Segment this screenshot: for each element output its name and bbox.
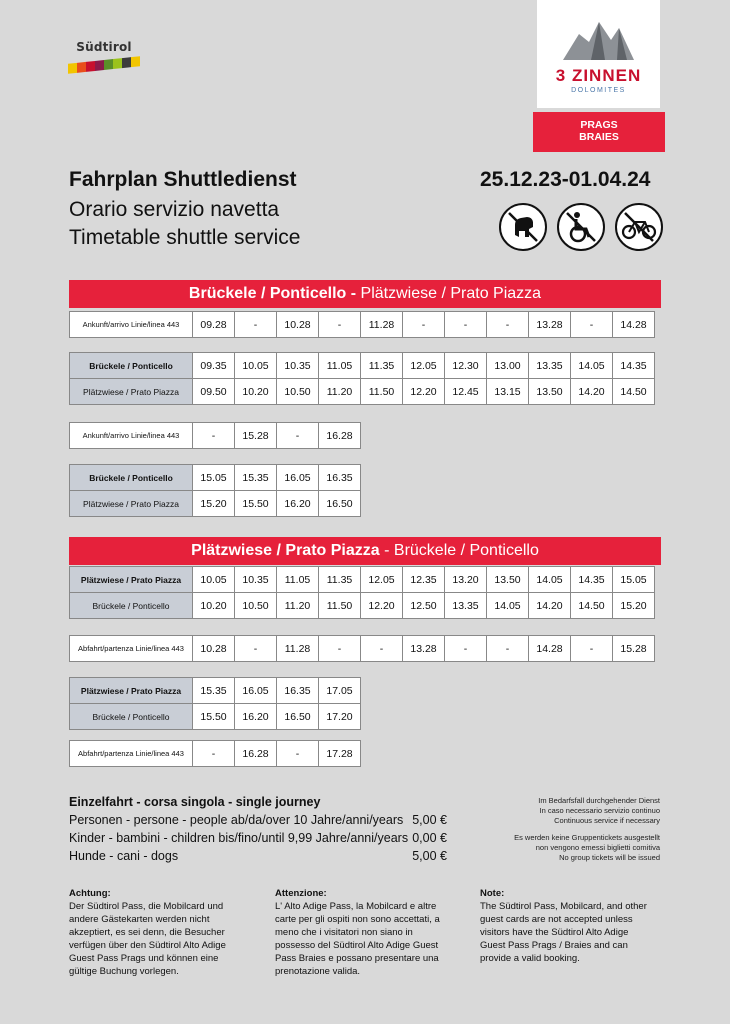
time-cell: 14.50 [613,379,655,405]
row-label: Ankunft/arrivo Linie/linea 443 [70,423,193,449]
time-cell: 11.05 [277,567,319,593]
title-english: Timetable shuttle service [69,226,301,249]
region-line1: PRAGS [580,119,618,131]
fare-price: 5,00 € [412,849,447,863]
fares-title: Einzelfahrt - corsa singola - single journey [69,795,321,809]
row-label: Abfahrt/partenza Linie/linea 443 [70,636,193,662]
time-cell: 16.50 [319,491,361,517]
time-cell: 14.05 [571,353,613,379]
section-header-return [69,537,661,565]
time-cell: - [487,312,529,338]
time-cell: 10.50 [235,593,277,619]
table-row [70,491,361,517]
row-label: Ankunft/arrivo Linie/linea 443 [70,312,193,338]
time-cell: 14.35 [613,353,655,379]
time-cell: - [571,636,613,662]
time-cell: 14.05 [529,567,571,593]
time-cell: 09.35 [193,353,235,379]
row-label: Abfahrt/partenza Linie/linea 443 [70,741,193,767]
continuous-service-note [468,796,660,826]
time-cell: 15.35 [193,678,235,704]
row-label: Brückele / Ponticello [70,353,193,379]
table-row [70,704,361,730]
time-cell: 10.20 [235,379,277,405]
time-cell: 13.28 [529,312,571,338]
time-cell: 13.15 [487,379,529,405]
time-cell: - [445,636,487,662]
time-cell: 10.35 [277,353,319,379]
time-cell: 16.28 [235,741,277,767]
time-cell: 10.28 [193,636,235,662]
time-cell: 16.05 [235,678,277,704]
section-header-outbound-bold: Brückele / Ponticello - [188,285,361,302]
note-line: No group tickets will be issued [559,853,660,862]
table-row [70,423,361,449]
time-cell: 15.35 [235,465,277,491]
time-cell: - [319,636,361,662]
time-cell: 15.05 [613,567,655,593]
arrival-line-443-table-afternoon [69,422,361,449]
region-line2: BRAIES [579,131,619,143]
time-cell: 09.28 [193,312,235,338]
row-label: Brückele / Ponticello [70,465,193,491]
fare-price: 5,00 € [412,813,447,827]
time-cell: 11.20 [277,593,319,619]
time-cell: 14.50 [571,593,613,619]
departure-line-443-table-afternoon [69,740,361,767]
table-row [70,593,655,619]
notice-heading: Note: [480,888,505,899]
no-dogs-icon [499,203,547,251]
shuttle-return-table-morning [69,566,655,619]
section-header-outbound [69,280,661,308]
row-label: Plätzwiese / Prato Piazza [70,567,193,593]
badge-name: 3 ZINNEN [555,66,642,85]
time-cell: 11.28 [361,312,403,338]
note-line: Im Bedarfsfall durchgehender Dienst [538,796,660,805]
time-cell: 11.35 [361,353,403,379]
time-cell: - [403,312,445,338]
suedtirol-logo [68,40,140,96]
time-cell: 15.28 [235,423,277,449]
time-cell: 16.35 [277,678,319,704]
time-cell: 11.50 [319,593,361,619]
time-cell: 15.50 [193,704,235,730]
notice-heading: Achtung: [69,888,111,899]
date-range: 25.12.23-01.04.24 [480,168,651,191]
note-line: In caso necessario servizio continuo [539,806,660,815]
time-cell: 16.35 [319,465,361,491]
time-cell: - [571,312,613,338]
section-header-return-bold: Plätzwiese / Prato Piazza [191,542,380,559]
time-cell: 12.05 [403,353,445,379]
notice-german [69,887,244,978]
time-cell: 12.20 [361,593,403,619]
table-row [70,636,655,662]
time-cell: 13.28 [403,636,445,662]
time-cell: 17.05 [319,678,361,704]
group-tickets-note [468,833,660,863]
fare-row-children [69,831,447,845]
notice-heading: Attenzione: [275,888,327,899]
time-cell: 11.20 [319,379,361,405]
time-cell: 12.30 [445,353,487,379]
time-cell: - [235,312,277,338]
shuttle-outbound-table-afternoon [69,464,361,517]
row-label: Brückele / Ponticello [70,704,193,730]
row-label: Plätzwiese / Prato Piazza [70,491,193,517]
time-cell: 14.20 [529,593,571,619]
time-cell: 11.50 [361,379,403,405]
time-cell: - [277,423,319,449]
time-cell: 10.35 [235,567,277,593]
fare-label: Hunde - cani - dogs [69,849,179,863]
notice-text: The Südtirol Pass, Mobilcard, and other guest cards are not accepted unless visitors have the Südtirol Alto Adige Guest Pass Prags / Braies and can provide a valid booking. [480,901,647,964]
notice-italian [275,887,450,978]
time-cell: 13.35 [529,353,571,379]
title-italian: Orario servizio navetta [69,198,280,221]
time-cell: 10.20 [193,593,235,619]
time-cell: 17.28 [319,741,361,767]
time-cell: 12.05 [361,567,403,593]
three-peaks-badge [537,0,660,108]
time-cell: 13.00 [487,353,529,379]
time-cell: 14.35 [571,567,613,593]
region-banner [533,112,665,152]
time-cell: - [193,423,235,449]
time-cell: 11.35 [319,567,361,593]
time-cell: 11.28 [277,636,319,662]
shuttle-return-table-afternoon [69,677,361,730]
time-cell: 16.05 [277,465,319,491]
time-cell: 14.28 [613,312,655,338]
time-cell: 12.35 [403,567,445,593]
row-label: Plätzwiese / Prato Piazza [70,379,193,405]
time-cell: 17.20 [319,704,361,730]
time-cell: 09.50 [193,379,235,405]
time-cell: 10.50 [277,379,319,405]
section-header-return-rest: - Brückele / Ponticello [379,542,539,559]
fare-row-dogs [69,849,447,863]
fare-price: 0,00 € [412,831,447,845]
table-row [70,353,655,379]
time-cell: 14.05 [487,593,529,619]
row-label: Brückele / Ponticello [70,593,193,619]
time-cell: 12.45 [445,379,487,405]
time-cell: 10.28 [277,312,319,338]
notice-text: Der Südtirol Pass, die Mobilcard und andere Gästekarten werden nicht akzeptiert, es sei denn, die Besucher verfügen über den Südtirol Alto Adige Guest Pass Prags und können eine gültige Buchung vorlegen. [69,901,226,977]
time-cell: 12.50 [403,593,445,619]
time-cell: - [445,312,487,338]
time-cell: 10.05 [193,567,235,593]
time-cell: 13.50 [487,567,529,593]
fare-label: Personen - persone - people ab/da/over 10 Jahre/anni/years [69,813,404,827]
time-cell: 10.05 [235,353,277,379]
time-cell: 15.20 [613,593,655,619]
time-cell: - [277,741,319,767]
table-row [70,567,655,593]
note-line: Continuous service if necessary [554,816,660,825]
departure-line-443-table-morning [69,635,655,662]
time-cell: 15.50 [235,491,277,517]
time-cell: 13.35 [445,593,487,619]
time-cell: 16.28 [319,423,361,449]
time-cell: 13.50 [529,379,571,405]
time-cell: - [319,312,361,338]
title-german: Fahrplan Shuttledienst [69,168,297,191]
note-line: non vengono emessi biglietti comitiva [535,843,660,852]
time-cell: - [487,636,529,662]
time-cell: 16.20 [235,704,277,730]
time-cell: - [361,636,403,662]
fare-label: Kinder - bambini - children bis/fino/until 9,99 Jahre/anni/years [69,831,409,845]
badge-subtitle: DOLOMITES [571,87,626,94]
row-label: Plätzwiese / Prato Piazza [70,678,193,704]
time-cell: 16.20 [277,491,319,517]
shuttle-outbound-table-morning [69,352,655,405]
notice-text: L' Alto Adige Pass, la Mobilcard e altre carte per gli ospiti non sono accettati, a meno che i visitatori non siano in possesso del Südtirol Alto Adige Guest Pass Braies e possano presentare una prenotazione valida. [275,901,440,977]
time-cell: - [193,741,235,767]
time-cell: 15.28 [613,636,655,662]
time-cell: 14.20 [571,379,613,405]
no-bicycle-icon [615,203,663,251]
table-row [70,312,655,338]
mountain-icon [561,20,636,60]
time-cell: - [235,636,277,662]
notice-english [480,887,655,965]
section-header-outbound-rest: Plätzwiese / Prato Piazza [360,285,542,302]
time-cell: 13.20 [445,567,487,593]
suedtirol-logo-stripes [68,56,140,74]
fare-row-adults [69,813,447,827]
time-cell: 11.05 [319,353,361,379]
time-cell: 15.05 [193,465,235,491]
time-cell: 14.28 [529,636,571,662]
no-wheelchair-icon [557,203,605,251]
table-row [70,465,361,491]
table-row [70,379,655,405]
note-line: Es werden keine Gruppentickets ausgestellt [514,833,660,842]
time-cell: 15.20 [193,491,235,517]
arrival-line-443-table-morning [69,311,655,338]
table-row [70,741,361,767]
time-cell: 12.20 [403,379,445,405]
suedtirol-logo-text: Südtirol [76,40,132,54]
table-row [70,678,361,704]
time-cell: 16.50 [277,704,319,730]
